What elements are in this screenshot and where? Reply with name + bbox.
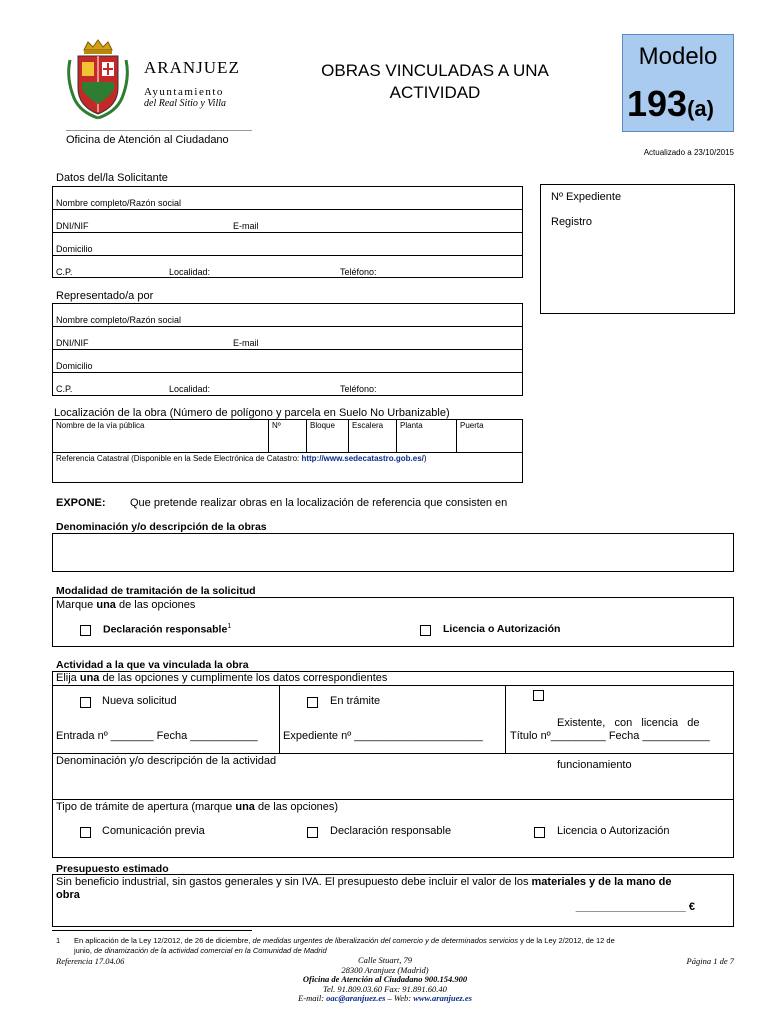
actividad-instruction (56, 672, 387, 684)
tipo-post: de las opciones) (254, 801, 339, 813)
expediente-number-label: Nº Expediente (551, 191, 622, 203)
instruction-post: de las opciones y cumplimente los datos correspondientes (99, 672, 388, 684)
footer-telfax: Tel. 91.809.03.60 Fax: 91.891.60.40 (323, 983, 447, 994)
entrada-field[interactable]: Entrada nº _______ Fecha ___________ (56, 730, 258, 742)
existente-line2: funcionamiento (557, 759, 632, 771)
row-divider (53, 452, 522, 453)
footer-email-link[interactable]: oac@aranjuez.es (326, 993, 386, 1003)
tipo-bold: una (235, 801, 255, 813)
solicitante-telefono-label[interactable]: Teléfono: (340, 267, 377, 277)
comunicacion-previa-label: Comunicación previa (102, 825, 205, 837)
instruction-bold: una (79, 672, 100, 684)
coat-of-arms-logo (64, 38, 132, 120)
modelo-number-suffix: (a) (687, 96, 714, 121)
col-divider (456, 420, 457, 452)
licencia-autorizacion-label: Licencia o Autorización (443, 623, 561, 635)
representado-domicilio-label[interactable]: Domicilio (56, 361, 93, 371)
representado-nombre-label[interactable]: Nombre completo/Razón social (56, 315, 182, 325)
footer-oficina-pre: Oficina de Atención al Ciudadano (302, 974, 425, 984)
localizacion-table (52, 419, 523, 483)
tipo-tramite-label (56, 801, 338, 813)
modelo-number-main: 193 (627, 83, 688, 124)
presupuesto-heading: Presupuesto estimado (56, 863, 169, 875)
bloque-label[interactable]: Bloque (310, 421, 335, 430)
representado-cp-label[interactable]: C.P. (56, 384, 73, 394)
solicitante-nombre-label[interactable]: Nombre completo/Razón social (56, 198, 182, 208)
opt1-text: Declaración responsable (103, 623, 228, 636)
existente-checkbox[interactable] (533, 690, 544, 701)
representado-dni-label[interactable]: DNI/NIF (56, 338, 89, 348)
footer-address1: Calle Stuart, 79 (357, 955, 413, 965)
licencia-autorizacion-checkbox[interactable] (420, 625, 431, 636)
numero-label[interactable]: Nº (272, 421, 281, 430)
existente-label (557, 688, 699, 800)
row-divider (53, 349, 522, 350)
footer-oficina-tel: 900.154.900 (424, 974, 468, 984)
registro-label: Registro (551, 216, 592, 228)
ayuntamiento-line: Ayuntamiento (144, 86, 224, 98)
declaracion-responsable-checkbox[interactable] (80, 625, 91, 636)
actividad-heading: Actividad a la que va vinculada la obra (56, 659, 249, 671)
expone-text: Que pretende realizar obras en la localización de referencia que consisten en (130, 497, 508, 509)
footnote-line1-b: de medidas urgentes de liberalización del comercio y de determinados servicios (252, 936, 519, 945)
row-divider (53, 255, 522, 256)
footer-referencia: Referencia 17.04.06 (56, 956, 125, 966)
modelo-box (622, 34, 734, 132)
footnote-line1-a: En aplicación de la Ley 12/2012, de 26 de diciembre, (74, 936, 253, 945)
licencia-apertura-label: Licencia o Autorización (557, 825, 670, 837)
licencia-apertura-checkbox[interactable] (534, 827, 545, 838)
footnote-line1-c: y de la Ley 2/2012, de 12 de (518, 936, 615, 945)
footer-web-pre: – Web: (385, 993, 414, 1003)
footnote-line2-b: de dinamización de la actividad comercial en la Comunidad de Madrid (94, 946, 327, 955)
footnote-line1 (74, 936, 734, 946)
modalidad-heading: Modalidad de tramitación de la solicitud (56, 585, 256, 597)
presupuesto-text-pre: Sin beneficio industrial, sin gastos generales y sin IVA. El presupuesto debe incluir el valor de los (56, 876, 532, 888)
footnote-text (74, 936, 734, 956)
puerta-label[interactable]: Puerta (460, 421, 484, 430)
solicitante-email-label[interactable]: E-mail (233, 221, 259, 231)
presupuesto-text-bold1: materiales y de la mano de (531, 876, 672, 888)
col-divider (268, 420, 269, 452)
instruction-pre: Elija (56, 672, 80, 684)
col-divider (505, 685, 506, 754)
updated-date: Actualizado a 23/10/2015 (643, 148, 734, 157)
nueva-solicitud-checkbox[interactable] (80, 697, 91, 708)
footer-address2: 28300 Aranjuez (Madrid) (341, 964, 429, 975)
expone-label: EXPONE: (56, 497, 106, 509)
declaracion-responsable-apertura-checkbox[interactable] (307, 827, 318, 838)
row-divider (53, 326, 522, 327)
planta-label[interactable]: Planta (400, 421, 423, 430)
footer-contact (200, 994, 570, 1004)
footnote-divider (52, 930, 252, 931)
representado-localidad-label[interactable]: Localidad: (169, 384, 211, 394)
modalidad-instruction (56, 599, 195, 611)
comunicacion-previa-checkbox[interactable] (80, 827, 91, 838)
col-divider (306, 420, 307, 452)
presupuesto-text (56, 876, 672, 888)
catastral-prefix: Referencia Catastral (Disponible en la Sede Electrónica de Catastro: (56, 454, 302, 463)
row-divider (53, 372, 522, 373)
en-tramite-checkbox[interactable] (307, 697, 318, 708)
form-title (280, 60, 590, 104)
expediente-box (540, 184, 735, 314)
col-divider (396, 420, 397, 452)
denominacion-obras-field[interactable] (52, 533, 734, 572)
existente-line1: Existente, con licencia de (557, 717, 700, 729)
footer-web-link[interactable]: www.aranjuez.es (413, 993, 472, 1003)
denominacion-actividad-label[interactable]: Denominación y/o descripción de la actividad (56, 755, 277, 767)
en-tramite-label: En trámite (330, 695, 381, 707)
solicitante-localidad-label[interactable]: Localidad: (169, 267, 211, 277)
footer-email-pre: E-mail: (298, 993, 327, 1003)
instruction-bold: una (96, 599, 116, 611)
instruction-pre: Marque (56, 599, 97, 611)
col-divider (348, 420, 349, 452)
real-sitio-line: del Real Sitio y Villa (144, 98, 227, 109)
presupuesto-text-bold2: obra (56, 889, 80, 901)
row-divider (53, 232, 522, 233)
representado-heading: Representado/a por (56, 290, 154, 302)
city-name: ARANJUEZ (144, 58, 240, 77)
tipo-pre: Tipo de trámite de apertura (marque (56, 801, 236, 813)
col-divider (279, 685, 280, 754)
modelo-number (627, 83, 714, 125)
form-title-line2: ACTIVIDAD (389, 83, 481, 102)
row-divider (53, 799, 733, 800)
solicitante-dni-label[interactable]: DNI/NIF (56, 221, 89, 231)
declaracion-responsable-label (103, 623, 231, 636)
nueva-solicitud-label: Nueva solicitud (102, 695, 177, 707)
modalidad-box (52, 597, 734, 647)
footnote-ref: 1 (227, 623, 232, 630)
office-label: Oficina de Atención al Ciudadano (66, 134, 229, 146)
presupuesto-box (52, 874, 734, 927)
row-divider (53, 753, 733, 754)
solicitante-heading: Datos del/la Solicitante (56, 172, 168, 184)
titulo-field[interactable]: Título nº_________ Fecha ___________ (510, 730, 710, 742)
declaracion-responsable-apertura-label: Declaración responsable (330, 825, 452, 837)
catastral-link[interactable]: http://www.sedecatastro.gob.es/ (301, 454, 424, 463)
footer-address (200, 956, 570, 1004)
row-divider (53, 209, 522, 210)
representado-email-label[interactable]: E-mail (233, 338, 259, 348)
office-divider (66, 130, 252, 131)
instruction-post: de las opciones (115, 599, 196, 611)
solicitante-cp-label[interactable]: C.P. (56, 267, 73, 277)
actividad-box (52, 671, 734, 858)
footnote-line2-a: junio, (74, 946, 95, 955)
row-divider (53, 685, 733, 686)
modelo-label: Modelo (638, 43, 718, 70)
catastral-label[interactable] (56, 454, 427, 463)
via-label[interactable]: Nombre de la vía pública (56, 421, 145, 430)
denominacion-obras-heading: Denominación y/o descripción de la obras (56, 521, 267, 533)
expediente-field[interactable]: Expediente nº _____________________ (283, 730, 483, 742)
escalera-label[interactable]: Escalera (352, 421, 384, 430)
presupuesto-amount-field[interactable]: __________________ € (575, 901, 695, 913)
representado-table (52, 303, 523, 396)
catastral-suffix: ) (423, 454, 427, 463)
footnote-number: 1 (56, 936, 61, 945)
solicitante-table (52, 186, 523, 278)
representado-telefono-label[interactable]: Teléfono: (340, 384, 377, 394)
footer-pagina: Página 1 de 7 (686, 956, 734, 966)
localizacion-heading: Localización de la obra (Número de polígono y parcela en Suelo No Urbanizable) (54, 407, 450, 419)
form-title-line1: OBRAS VINCULADAS A UNA (321, 61, 549, 80)
solicitante-domicilio-label[interactable]: Domicilio (56, 244, 93, 254)
